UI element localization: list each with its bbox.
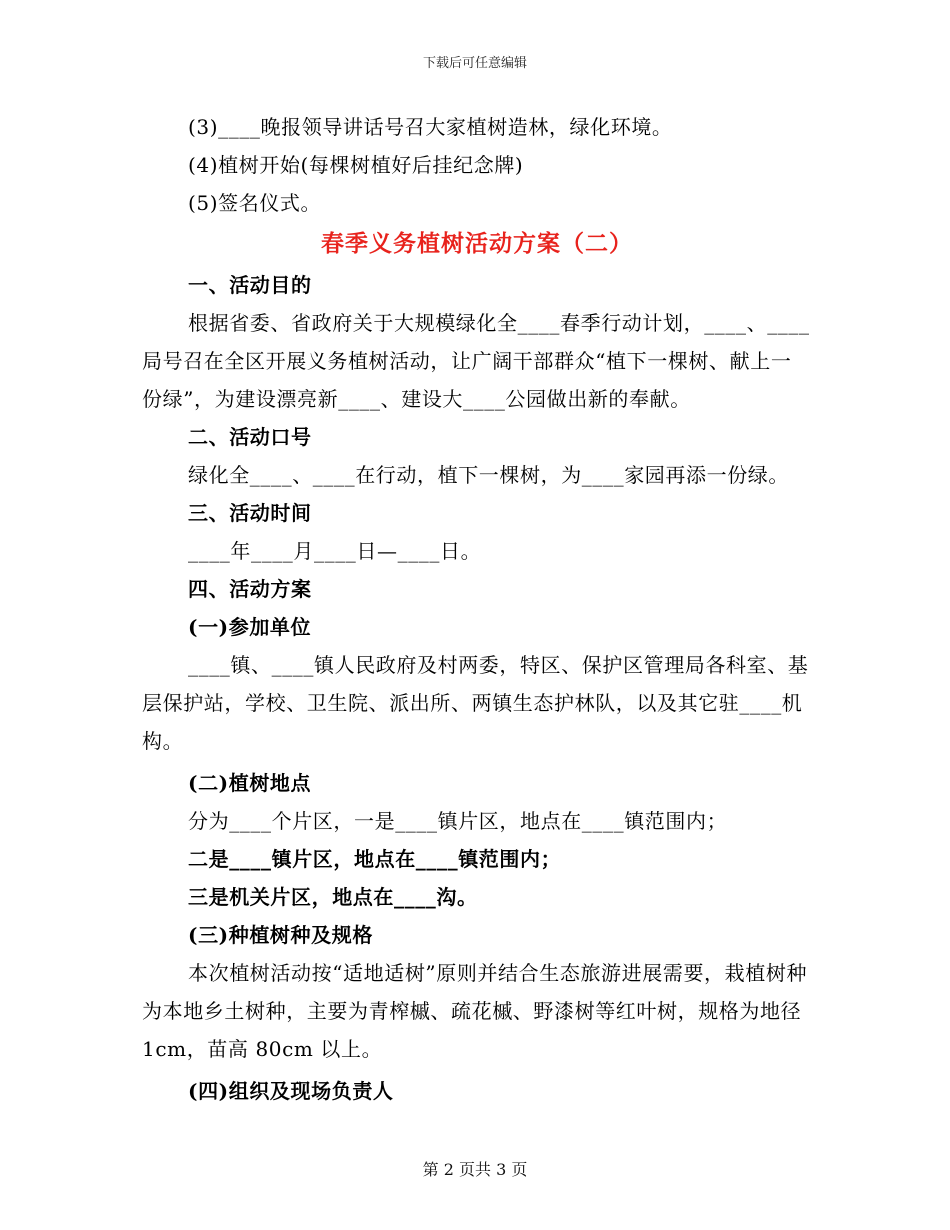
page-footer: 第 2 页共 3 页 xyxy=(422,1160,528,1179)
subheading-locations: (二)植树地点 xyxy=(188,771,312,795)
section-title: 春季义务植树活动方案（二） xyxy=(321,230,633,257)
document-body xyxy=(142,108,812,1110)
paragraph-purpose: 根据省委、省政府关于大规模绿化全____春季行动计划，____、____局号召在全区开展义务植树活动，让广阔干部群众“植下一棵树、献上一份绿”，为建设漂亮新____、建设大____公园做出新的奉献。 xyxy=(142,311,810,411)
paragraph-species: 本次植树活动按“适地适树”原则并结合生态旅游进展需要，栽植树种为本地乡土树种，主要为青榨槭、疏花槭、野漆树等红叶树，规格为地径 1cm，苗高 80cm 以上。 xyxy=(142,961,808,1061)
paragraph-slogan: 绿化全____、____在行动，植下一棵树，为____家园再添一份绿。 xyxy=(188,463,789,487)
heading-slogan: 二、活动口号 xyxy=(188,425,312,449)
paragraph-participants: ____镇、____镇人民政府及村两委，特区、保护区管理局各科室、基层保护站，学校、卫生院、派出所、两镇生态护林队，以及其它驻____机构。 xyxy=(142,653,809,753)
heading-purpose: 一、活动目的 xyxy=(188,273,312,297)
step-4-line: (4)植树开始(每棵树植好后挂纪念牌) xyxy=(188,153,524,177)
paragraph-locations-3: 三是机关片区，地点在____沟。 xyxy=(188,885,478,909)
step-3-line: (3)____晚报领导讲话号召大家植树造林，绿化环境。 xyxy=(188,115,673,139)
subheading-organization: (四)组织及现场负责人 xyxy=(188,1079,394,1103)
step-5-line: (5)签名仪式。 xyxy=(188,191,322,215)
subheading-species: (三)种植树种及规格 xyxy=(188,923,373,947)
page-header: 下载后可任意编辑 xyxy=(422,56,527,71)
paragraph-time: ____年____月____日—____日。 xyxy=(188,539,482,563)
heading-plan: 四、活动方案 xyxy=(188,577,312,601)
subheading-participants: (一)参加单位 xyxy=(188,615,312,639)
heading-time: 三、活动时间 xyxy=(188,501,312,525)
paragraph-locations-1: 分为____个片区，一是____镇片区，地点在____镇范围内； xyxy=(188,809,728,833)
paragraph-locations-2: 二是____镇片区，地点在____镇范围内； xyxy=(188,847,562,871)
